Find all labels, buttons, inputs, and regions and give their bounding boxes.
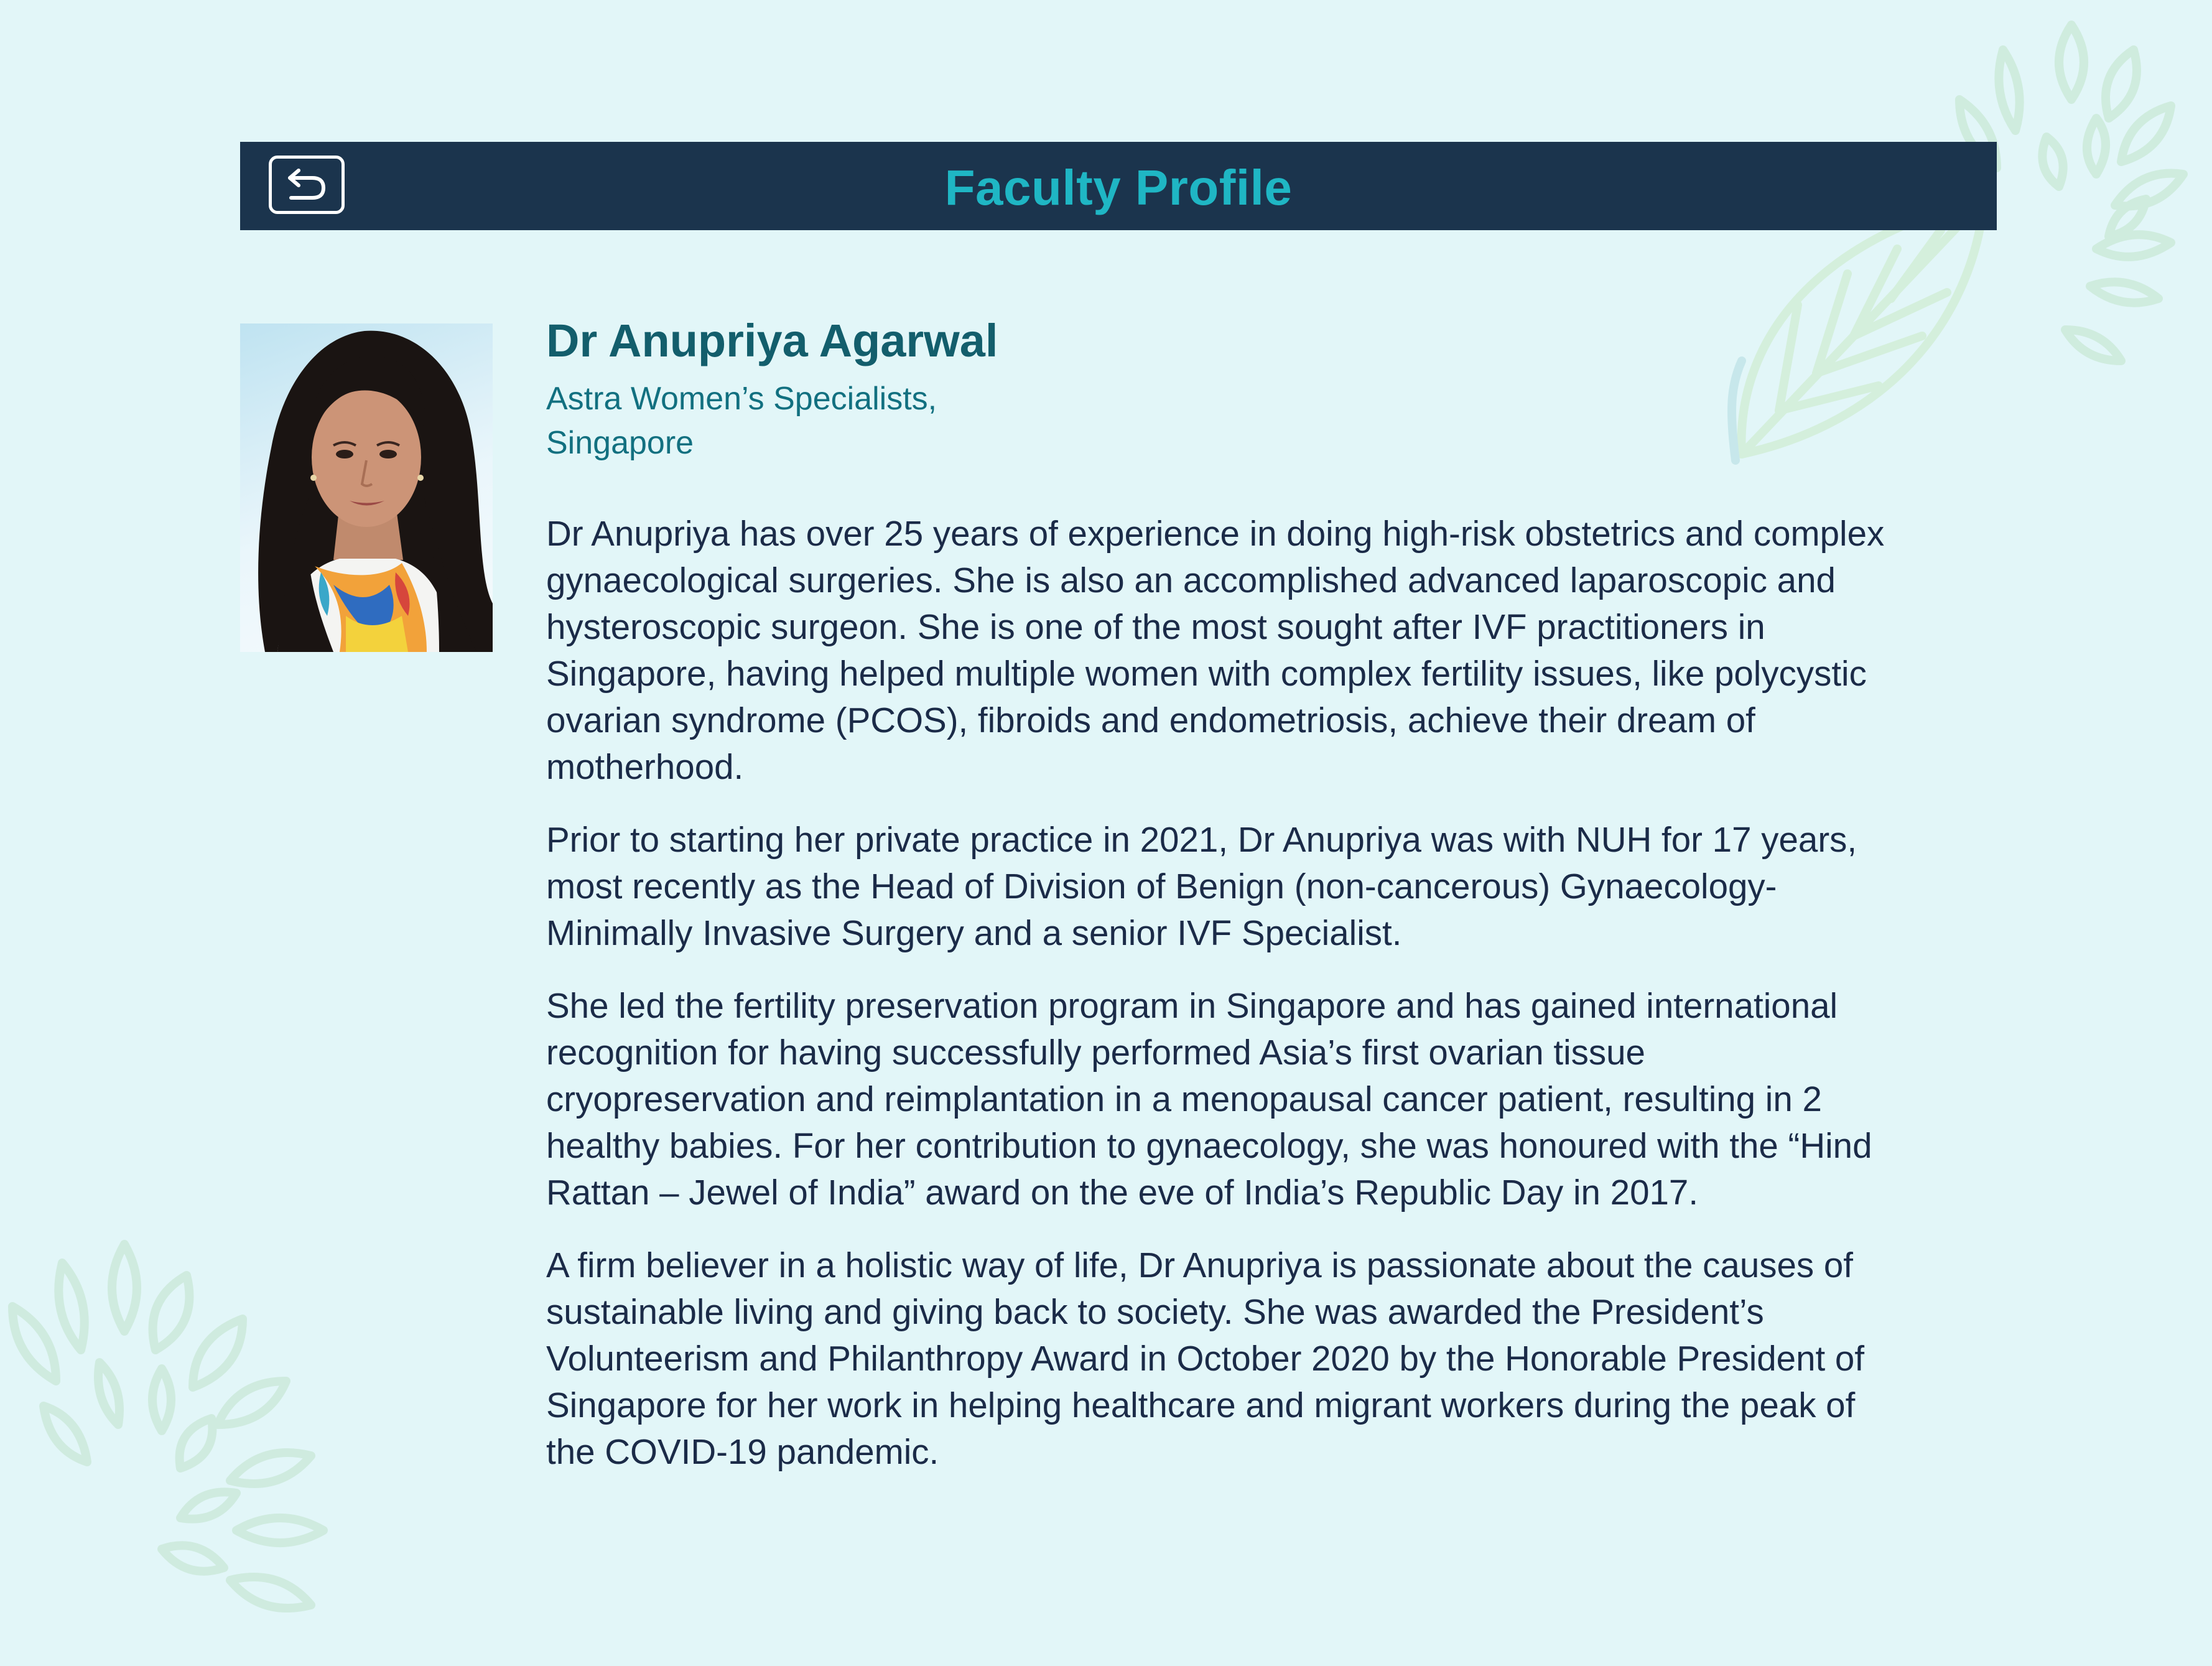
bio-line: hysteroscopic surgeon. She is one of the most sought after IVF practitioners in [546,607,1765,646]
bio-line: the COVID-19 pandemic. [546,1432,939,1471]
bio-line: Volunteerism and Philanthropy Award in October 2020 by the Honorable President of [546,1339,1865,1378]
bio-line: Singapore, having helped multiple women with complex fertility issues, like polycystic [546,654,1867,693]
bio-paragraph [546,816,2008,956]
bio-line: Rattan – Jewel of India” award on the eve of India’s Republic Day in 2017. [546,1173,1699,1212]
bio-line: sustainable living and giving back to society. She was awarded the President’s [546,1292,1764,1331]
bio-line: motherhood. [546,747,744,786]
faculty-affiliation [546,377,937,465]
bio-line: most recently as the Head of Division of Benign (non-cancerous) Gynaecology- [546,867,1777,906]
bio-line: healthy babies. For her contribution to gynaecology, she was honoured with the “Hind [546,1126,1872,1165]
decorative-leaf-flower-ornament [1723,12,2212,473]
bio-line: ovarian syndrome (PCOS), fibroids and endometriosis, achieve their dream of [546,700,1755,740]
page-header [240,142,1997,230]
bio-line: Minimally Invasive Surgery and a senior IVF Specialist. [546,913,1402,952]
back-arrow-icon [280,165,333,204]
faculty-portrait [240,323,493,652]
bio-paragraph [546,510,2008,790]
bio-paragraph [546,982,2008,1216]
bio-paragraph [546,1242,2008,1475]
bio-line: recognition for having successfully performed Asia’s first ovarian tissue [546,1033,1645,1072]
page-title: Faculty Profile [944,160,1293,215]
bio-line: She led the fertility preservation program in Singapore and has gained international [546,986,1838,1025]
bio-line: Dr Anupriya has over 25 years of experience in doing high-risk obstetrics and complex [546,514,1885,553]
bio-line: gynaecological surgeries. She is also an accomplished advanced laparoscopic and [546,561,1836,600]
decorative-flower-ornament [0,1219,423,1666]
faculty-name: Dr Anupriya Agarwal [546,315,998,366]
bio-line: Singapore for her work in helping healthcare and migrant workers during the peak of [546,1385,1856,1425]
bio-line: Prior to starting her private practice in 2021, Dr Anupriya was with NUH for 17 years, [546,820,1857,859]
affiliation-line: Singapore [546,425,694,461]
affiliation-line: Astra Women’s Specialists, [546,381,937,417]
bio-line: A firm believer in a holistic way of life, Dr Anupriya is passionate about the causes of [546,1245,1853,1285]
bio-line: cryopreservation and reimplantation in a menopausal cancer patient, resulting in 2 [546,1079,1822,1119]
faculty-biography [546,510,2008,1475]
back-button[interactable] [269,156,345,214]
